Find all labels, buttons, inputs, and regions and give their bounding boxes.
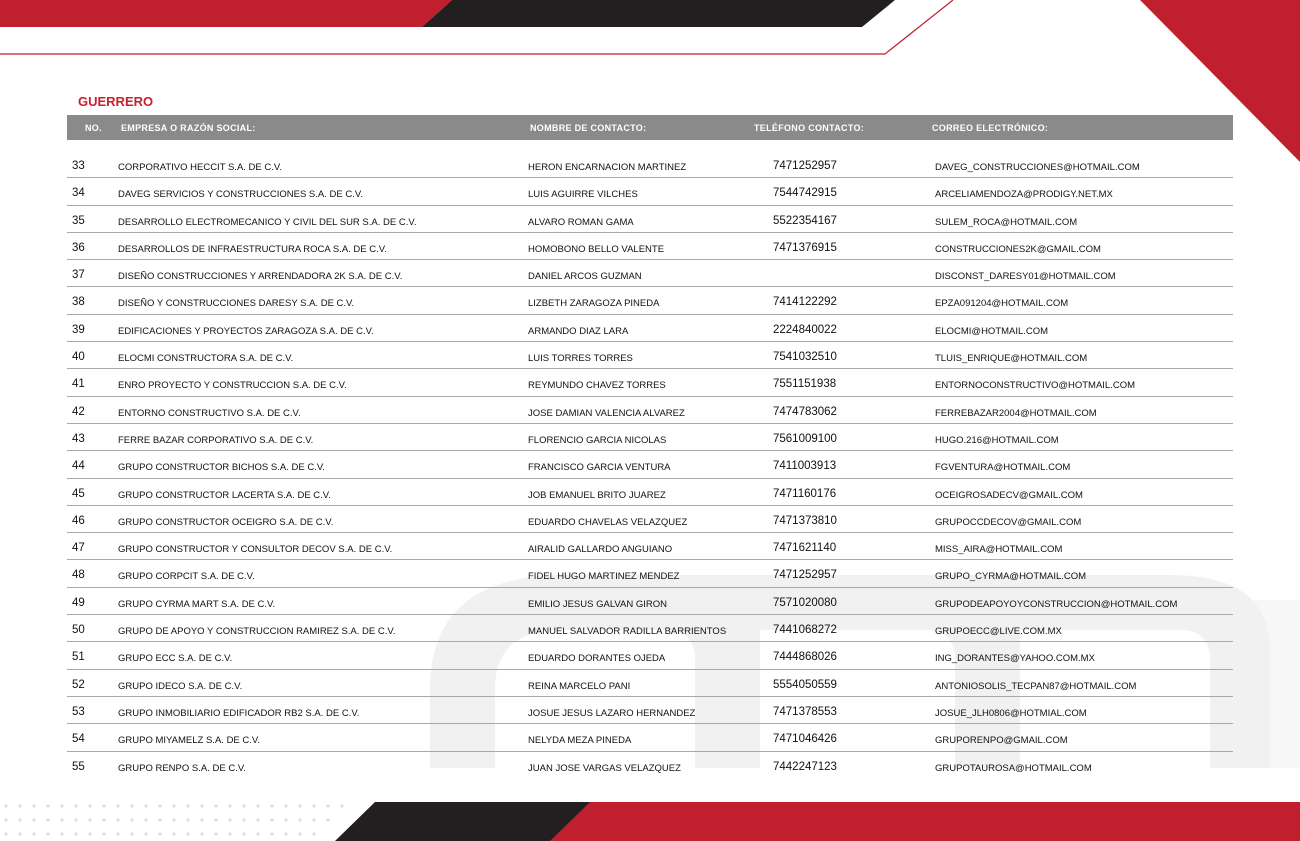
company-name: DESARROLLOS DE INFRAESTRUCTURA ROCA S.A. DE C.V. xyxy=(118,243,387,255)
contact-email: FGVENTURA@HOTMAIL.COM xyxy=(935,462,1071,474)
header-correo: CORREO ELECTRÓNICO: xyxy=(932,123,1049,133)
table-row xyxy=(67,506,1233,533)
row-number: 38 xyxy=(72,296,85,309)
contact-name: JOB EMANUEL BRITO JUAREZ xyxy=(528,489,666,501)
contact-phone: 7541032510 xyxy=(773,351,837,364)
row-number: 53 xyxy=(72,705,85,718)
contact-email: OCEIGROSADECV@GMAIL.COM xyxy=(935,489,1083,501)
table-row xyxy=(67,642,1233,669)
table-header xyxy=(67,115,1233,140)
table-row xyxy=(67,615,1233,642)
row-number: 36 xyxy=(72,241,85,254)
contact-phone: 7471378553 xyxy=(773,705,837,718)
company-name: GRUPO IDECO S.A. DE C.V. xyxy=(118,680,243,692)
contact-phone: 5554050559 xyxy=(773,678,837,691)
contact-email: FERREBAZAR2004@HOTMAIL.COM xyxy=(935,407,1097,419)
row-number: 52 xyxy=(72,678,85,691)
row-number: 44 xyxy=(72,460,85,473)
company-name: DAVEG SERVICIOS Y CONSTRUCCIONES S.A. DE C.V. xyxy=(118,189,363,201)
company-name: GRUPO CONSTRUCTOR LACERTA S.A. DE C.V. xyxy=(118,489,331,501)
row-number: 45 xyxy=(72,487,85,500)
table-row xyxy=(67,151,1233,178)
contact-name: FIDEL HUGO MARTINEZ MENDEZ xyxy=(528,571,680,583)
contact-name: NELYDA MEZA PINEDA xyxy=(528,735,632,747)
table-row xyxy=(67,206,1233,233)
table-row xyxy=(67,342,1233,369)
row-number: 41 xyxy=(72,378,85,391)
company-name: GRUPO DE APOYO Y CONSTRUCCION RAMIREZ S.A. DE C.V. xyxy=(118,626,396,638)
company-name: CORPORATIVO HECCIT S.A. DE C.V. xyxy=(118,162,282,173)
table-row xyxy=(67,752,1233,779)
row-number: 40 xyxy=(72,351,85,364)
header-empresa: EMPRESA O RAZÓN SOCIAL: xyxy=(121,123,256,133)
contact-phone: 7471621140 xyxy=(773,542,837,555)
contact-name: FRANCISCO GARCIA VENTURA xyxy=(528,462,671,474)
contact-phone: 7471373810 xyxy=(773,514,837,527)
contact-name: REYMUNDO CHAVEZ TORRES xyxy=(528,380,666,392)
company-name: GRUPO MIYAMELZ S.A. DE C.V. xyxy=(118,735,261,747)
contact-name: HOMOBONO BELLO VALENTE xyxy=(528,243,665,255)
contact-name: AIRALID GALLARDO ANGUIANO xyxy=(528,544,673,556)
contact-phone: 7471252957 xyxy=(773,569,837,582)
contact-name: MANUEL SALVADOR RADILLA BARRIENTOS xyxy=(528,626,727,638)
contact-phone: 7471376915 xyxy=(773,241,837,254)
row-number: 42 xyxy=(72,405,85,418)
section-title: GUERRERO xyxy=(78,94,154,109)
contact-email: CONSTRUCCIONES2K@GMAIL.COM xyxy=(935,243,1101,255)
contact-name: ALVARO ROMAN GAMA xyxy=(528,216,634,228)
row-number: 35 xyxy=(72,214,85,227)
row-number: 37 xyxy=(72,269,85,282)
contact-phone: 7411003913 xyxy=(773,460,837,473)
company-name: DISEÑO Y CONSTRUCCIONES DARESY S.A. DE C.V. xyxy=(118,298,355,310)
table-row xyxy=(67,424,1233,451)
table-row xyxy=(67,397,1233,424)
contact-name: HERON ENCARNACION MARTINEZ xyxy=(528,162,687,173)
company-name: GRUPO CONSTRUCTOR Y CONSULTOR DECOV S.A. DE C.V. xyxy=(118,544,393,556)
company-name: GRUPO ECC S.A. DE C.V. xyxy=(118,653,233,665)
contact-phone: 7544742915 xyxy=(773,187,837,200)
row-number: 51 xyxy=(72,651,85,664)
company-name: ELOCMI CONSTRUCTORA S.A. DE C.V. xyxy=(118,353,294,365)
contact-name: LIZBETH ZARAGOZA PINEDA xyxy=(528,298,660,310)
row-number: 55 xyxy=(72,760,85,773)
contact-email: ARCELIAMENDOZA@PRODIGY.NET.MX xyxy=(935,189,1113,201)
contact-email: MISS_AIRA@HOTMAIL.COM xyxy=(935,544,1063,556)
row-number: 48 xyxy=(72,569,85,582)
table-row xyxy=(67,451,1233,478)
contact-email: GRUPOCCDECOV@GMAIL.COM xyxy=(935,516,1082,528)
row-number: 49 xyxy=(72,596,85,609)
table-row xyxy=(67,560,1233,587)
contact-phone: 7471046426 xyxy=(773,733,837,746)
row-number: 46 xyxy=(72,514,85,527)
contact-name: LUIS TORRES TORRES xyxy=(528,353,633,365)
contact-email: ELOCMI@HOTMAIL.COM xyxy=(935,325,1049,337)
contact-name: JOSE DAMIAN VALENCIA ALVAREZ xyxy=(528,407,685,419)
contact-phone: 7471160176 xyxy=(773,487,837,500)
table-row xyxy=(67,178,1233,205)
table-row xyxy=(67,369,1233,396)
company-name: ENRO PROYECTO Y CONSTRUCCION S.A. DE C.V. xyxy=(118,380,347,392)
contact-email: ING_DORANTES@YAHOO.COM.MX xyxy=(935,653,1095,665)
contact-phone: 7414122292 xyxy=(773,296,837,309)
contact-table xyxy=(67,151,1233,779)
table-row xyxy=(67,287,1233,314)
contact-email: SULEM_ROCA@HOTMAIL.COM xyxy=(935,216,1078,228)
row-number: 34 xyxy=(72,187,85,200)
contact-name: DANIEL ARCOS GUZMAN xyxy=(528,271,642,283)
contact-name: REINA MARCELO PANI xyxy=(528,680,631,692)
table-row xyxy=(67,588,1233,615)
contact-name: EMILIO JESUS GALVAN GIRON xyxy=(528,598,668,610)
contact-name: JOSUE JESUS LAZARO HERNANDEZ xyxy=(528,707,696,719)
table-row xyxy=(67,724,1233,751)
company-name: DESARROLLO ELECTROMECANICO Y CIVIL DEL SUR S.A. DE C.V. xyxy=(118,216,417,228)
contact-email: GRUPO_CYRMA@HOTMAIL.COM xyxy=(935,571,1087,583)
contact-email: HUGO.216@HOTMAIL.COM xyxy=(935,434,1059,446)
company-name: GRUPO INMOBILIARIO EDIFICADOR RB2 S.A. DE C.V. xyxy=(118,707,360,719)
contact-phone: 2224840022 xyxy=(773,323,837,336)
contact-phone: 7561009100 xyxy=(773,432,837,445)
contact-phone: 5522354167 xyxy=(773,214,837,227)
company-name: DISEÑO CONSTRUCCIONES Y ARRENDADORA 2K S.A. DE C.V. xyxy=(118,271,403,283)
contact-email: GRUPOTAUROSA@HOTMAIL.COM xyxy=(935,762,1092,774)
company-name: GRUPO CORPCIT S.A. DE C.V. xyxy=(118,571,255,583)
contact-email: DAVEG_CONSTRUCCIONES@HOTMAIL.COM xyxy=(935,162,1140,173)
contact-name: ARMANDO DIAZ LARA xyxy=(528,325,629,337)
contact-name: FLORENCIO GARCIA NICOLAS xyxy=(528,434,667,446)
company-name: GRUPO CYRMA MART S.A. DE C.V. xyxy=(118,598,276,610)
row-number: 33 xyxy=(72,160,85,172)
table-row xyxy=(67,533,1233,560)
contact-phone: 7471252957 xyxy=(773,160,837,172)
contact-phone: 7442247123 xyxy=(773,760,837,773)
contact-email: TLUIS_ENRIQUE@HOTMAIL.COM xyxy=(935,353,1088,365)
contact-phone: 7474783062 xyxy=(773,405,837,418)
table-row xyxy=(67,315,1233,342)
header-telefono: TELÉFONO CONTACTO: xyxy=(754,123,865,133)
row-number: 43 xyxy=(72,432,85,445)
contact-email: ANTONIOSOLIS_TECPAN87@HOTMAIL.COM xyxy=(935,680,1137,692)
row-number: 54 xyxy=(72,733,85,746)
company-name: ENTORNO CONSTRUCTIVO S.A. DE C.V. xyxy=(118,407,301,419)
row-number: 39 xyxy=(72,323,85,336)
table-row xyxy=(67,260,1233,287)
contact-name: JUAN JOSE VARGAS VELAZQUEZ xyxy=(528,762,681,774)
contact-name: EDUARDO CHAVELAS VELAZQUEZ xyxy=(528,516,688,528)
contact-email: ENTORNOCONSTRUCTIVO@HOTMAIL.COM xyxy=(935,380,1136,392)
contact-name: LUIS AGUIRRE VILCHES xyxy=(528,189,638,201)
contact-name: EDUARDO DORANTES OJEDA xyxy=(528,653,666,665)
contact-phone: 7571020080 xyxy=(773,596,837,609)
header-contacto: NOMBRE DE CONTACTO: xyxy=(530,123,647,133)
company-name: EDIFICACIONES Y PROYECTOS ZARAGOZA S.A. DE C.V. xyxy=(118,325,374,337)
contact-email: GRUPORENPO@GMAIL.COM xyxy=(935,735,1068,747)
contact-email: JOSUE_JLH0806@HOTMIAL.COM xyxy=(935,707,1087,719)
table-row xyxy=(67,670,1233,697)
contact-phone: 7551151938 xyxy=(773,378,837,391)
company-name: GRUPO CONSTRUCTOR BICHOS S.A. DE C.V. xyxy=(118,462,325,474)
contact-email: DISCONST_DARESY01@HOTMAIL.COM xyxy=(935,271,1116,283)
contact-email: EPZA091204@HOTMAIL.COM xyxy=(935,298,1069,310)
table-row xyxy=(67,479,1233,506)
contact-phone: 7444868026 xyxy=(773,651,837,664)
contact-phone: 7441068272 xyxy=(773,624,837,637)
company-name: FERRE BAZAR CORPORATIVO S.A. DE C.V. xyxy=(118,434,314,446)
contact-email: GRUPODEAPOYOYCONSTRUCCION@HOTMAIL.COM xyxy=(935,598,1178,610)
row-number: 50 xyxy=(72,624,85,637)
table-row xyxy=(67,697,1233,724)
row-number: 47 xyxy=(72,542,85,555)
table-row xyxy=(67,233,1233,260)
header-no: NO. xyxy=(85,123,102,133)
company-name: GRUPO CONSTRUCTOR OCEIGRO S.A. DE C.V. xyxy=(118,516,334,528)
company-name: GRUPO RENPO S.A. DE C.V. xyxy=(118,762,246,774)
contact-email: GRUPOECC@LIVE.COM.MX xyxy=(935,626,1062,638)
